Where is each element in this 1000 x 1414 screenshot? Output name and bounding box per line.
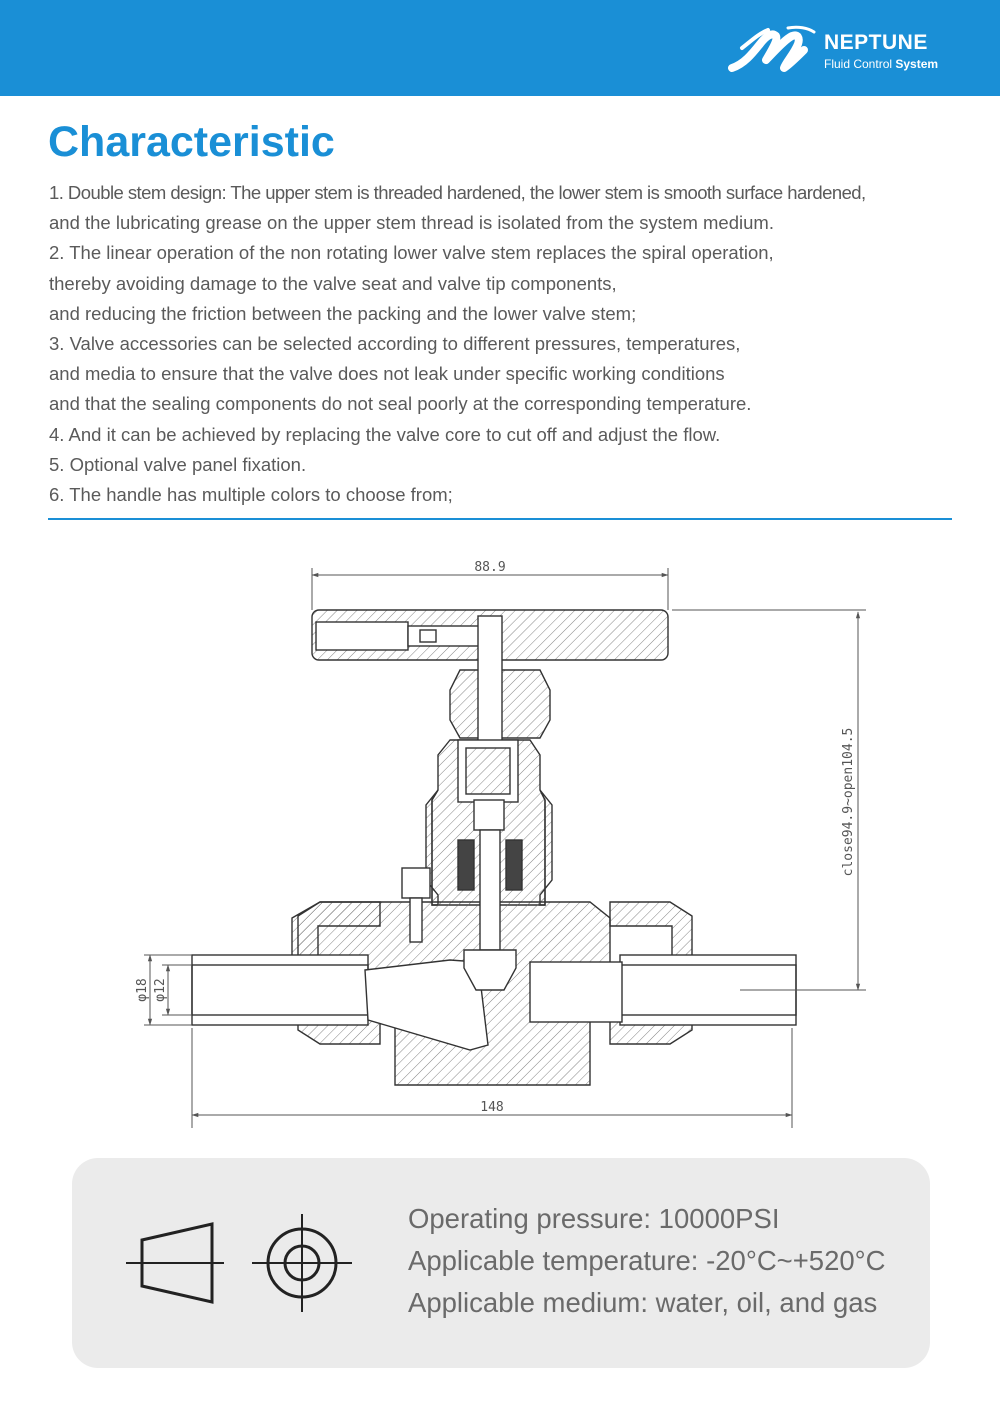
dim-handle-width: 88.9 <box>474 560 506 575</box>
brand-tagline <box>824 57 938 71</box>
characteristic-line: and that the sealing components do not seal poorly at the corresponding temperature. <box>49 393 752 415</box>
characteristic-line: 4. And it can be achieved by replacing the valve core to cut off and adjust the flow. <box>49 423 721 445</box>
valve-flow-passages <box>192 616 796 1050</box>
brand-tagline-bold: System <box>895 57 939 71</box>
characteristic-line: thereby avoiding damage to the valve seat and valve tip components, <box>49 272 617 294</box>
section-divider <box>48 518 952 520</box>
dim-outer-diameter: φ18 <box>135 978 150 1002</box>
characteristic-line: and reducing the friction between the packing and the lower valve stem; <box>49 302 637 324</box>
specification-panel <box>72 1158 930 1368</box>
dim-height: close94.9~open104.5 <box>841 727 856 877</box>
characteristics-list <box>49 178 959 510</box>
first-angle-projection-symbol <box>122 1210 362 1315</box>
spec-applicable-medium: Applicable medium: water, oil, and gas <box>408 1287 878 1318</box>
first-angle-projection-circles-icon <box>252 1214 352 1312</box>
spec-applicable-temperature: Applicable temperature: -20°C~+520°C <box>408 1245 886 1276</box>
characteristic-line: 5. Optional valve panel fixation. <box>49 453 307 475</box>
characteristic-line: 2. The linear operation of the non rotating lower valve stem replaces the spiral operation, <box>49 242 774 264</box>
characteristic-line: and media to ensure that the valve does not leak under specific working conditions <box>49 363 725 385</box>
spec-operating-pressure: Operating pressure: 10000PSI <box>408 1203 780 1234</box>
neptune-wave-logo-icon <box>728 24 820 76</box>
characteristic-line: and the lubricating grease on the upper stem thread is isolated from the system medium. <box>49 212 774 234</box>
characteristic-line: 6. The handle has multiple colors to choose from; <box>49 484 453 506</box>
brand-logo <box>728 24 968 80</box>
characteristic-line: 1. Double stem design: The upper stem is threaded hardened, the lower stem is smooth surface hardened, <box>49 182 866 203</box>
page-header <box>0 0 1000 96</box>
first-angle-projection-cone-icon <box>126 1224 224 1302</box>
characteristic-line: 3. Valve accessories can be selected according to different pressures, temperatures, <box>49 333 741 355</box>
brand-tagline-prefix: Fluid Control <box>824 57 896 71</box>
dim-inner-diameter: φ12 <box>153 978 168 1002</box>
page-title: Characteristic <box>48 118 335 166</box>
dim-length: 148 <box>480 1100 504 1115</box>
brand-name: NEPTUNE <box>824 31 928 54</box>
spec-list <box>408 1198 886 1324</box>
valve-technical-drawing <box>120 550 880 1140</box>
